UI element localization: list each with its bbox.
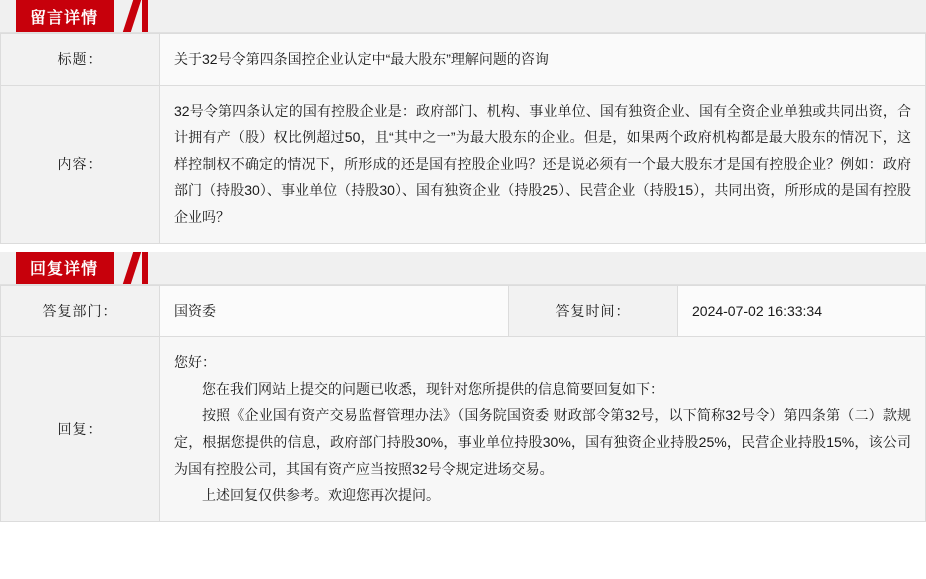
table-row xyxy=(1,85,926,243)
table-row xyxy=(1,337,926,522)
reply-detail-table xyxy=(0,285,926,522)
time-label: 答复时间： xyxy=(509,285,678,337)
content-value: 32号令第四条认定的国有控股企业是：政府部门、机构、事业单位、国有独资企业、国有全资企业单独或共同出资，合计拥有产（股）权比例超过50，且“其中之一”为最大股东的企业。但是，如果两个政府机构都是最大股东的情况下，这样控制权不确定的情况下，所形成的还是国有控股企业吗？还是说必须有一个最大股东才是国有控股企业？例如：政府部门（持股30）、事业单位（持股30）、国有独资企业（持股25）、民营企业（持股15），共同出资，所形成的是国有控股企业吗？ xyxy=(160,85,926,243)
section-spacer xyxy=(0,244,926,252)
dept-value: 国资委 xyxy=(160,285,509,337)
title-value: 关于32号令第四条国控企业认定中“最大股东”理解问题的咨询 xyxy=(160,34,926,86)
reply-value xyxy=(160,337,926,522)
message-section-title: 留言详情 xyxy=(16,0,114,32)
title-label: 标题： xyxy=(1,34,160,86)
reply-paragraph: 您在我们网站上提交的问题已收悉，现针对您所提供的信息简要回复如下： xyxy=(202,380,664,397)
reply-paragraph: 您好： xyxy=(174,354,216,371)
reply-paragraph: 按照《企业国有资产交易监督管理办法》（国务院国资委 财政部令第32号，以下简称32号令）第四条第（二）款规定，根据您提供的信息，政府部门持股30%，事业单位持股30%，国有独资企业持股25%，民营企业持股15%，该公司为国有控股公司，其国有资产应当按照32号令规定进场交易。 xyxy=(174,407,911,477)
reply-paragraph: 上述回复仅供参考。欢迎您再次提问。 xyxy=(202,487,440,504)
time-value: 2024-07-02 16:33:34 xyxy=(678,285,926,337)
content-label: 内容： xyxy=(1,85,160,243)
table-row xyxy=(1,34,926,86)
reply-label: 回复： xyxy=(1,337,160,522)
reply-section-header xyxy=(0,252,926,285)
message-header-accent-bar xyxy=(142,0,148,32)
reply-header-accent-slash xyxy=(123,252,141,284)
dept-label: 答复部门： xyxy=(1,285,160,337)
table-row xyxy=(1,285,926,337)
message-detail-table xyxy=(0,33,926,244)
message-section-header xyxy=(0,0,926,33)
reply-header-accent-bar xyxy=(142,252,148,284)
message-header-accent-slash xyxy=(123,0,141,32)
reply-section-title: 回复详情 xyxy=(16,252,114,284)
